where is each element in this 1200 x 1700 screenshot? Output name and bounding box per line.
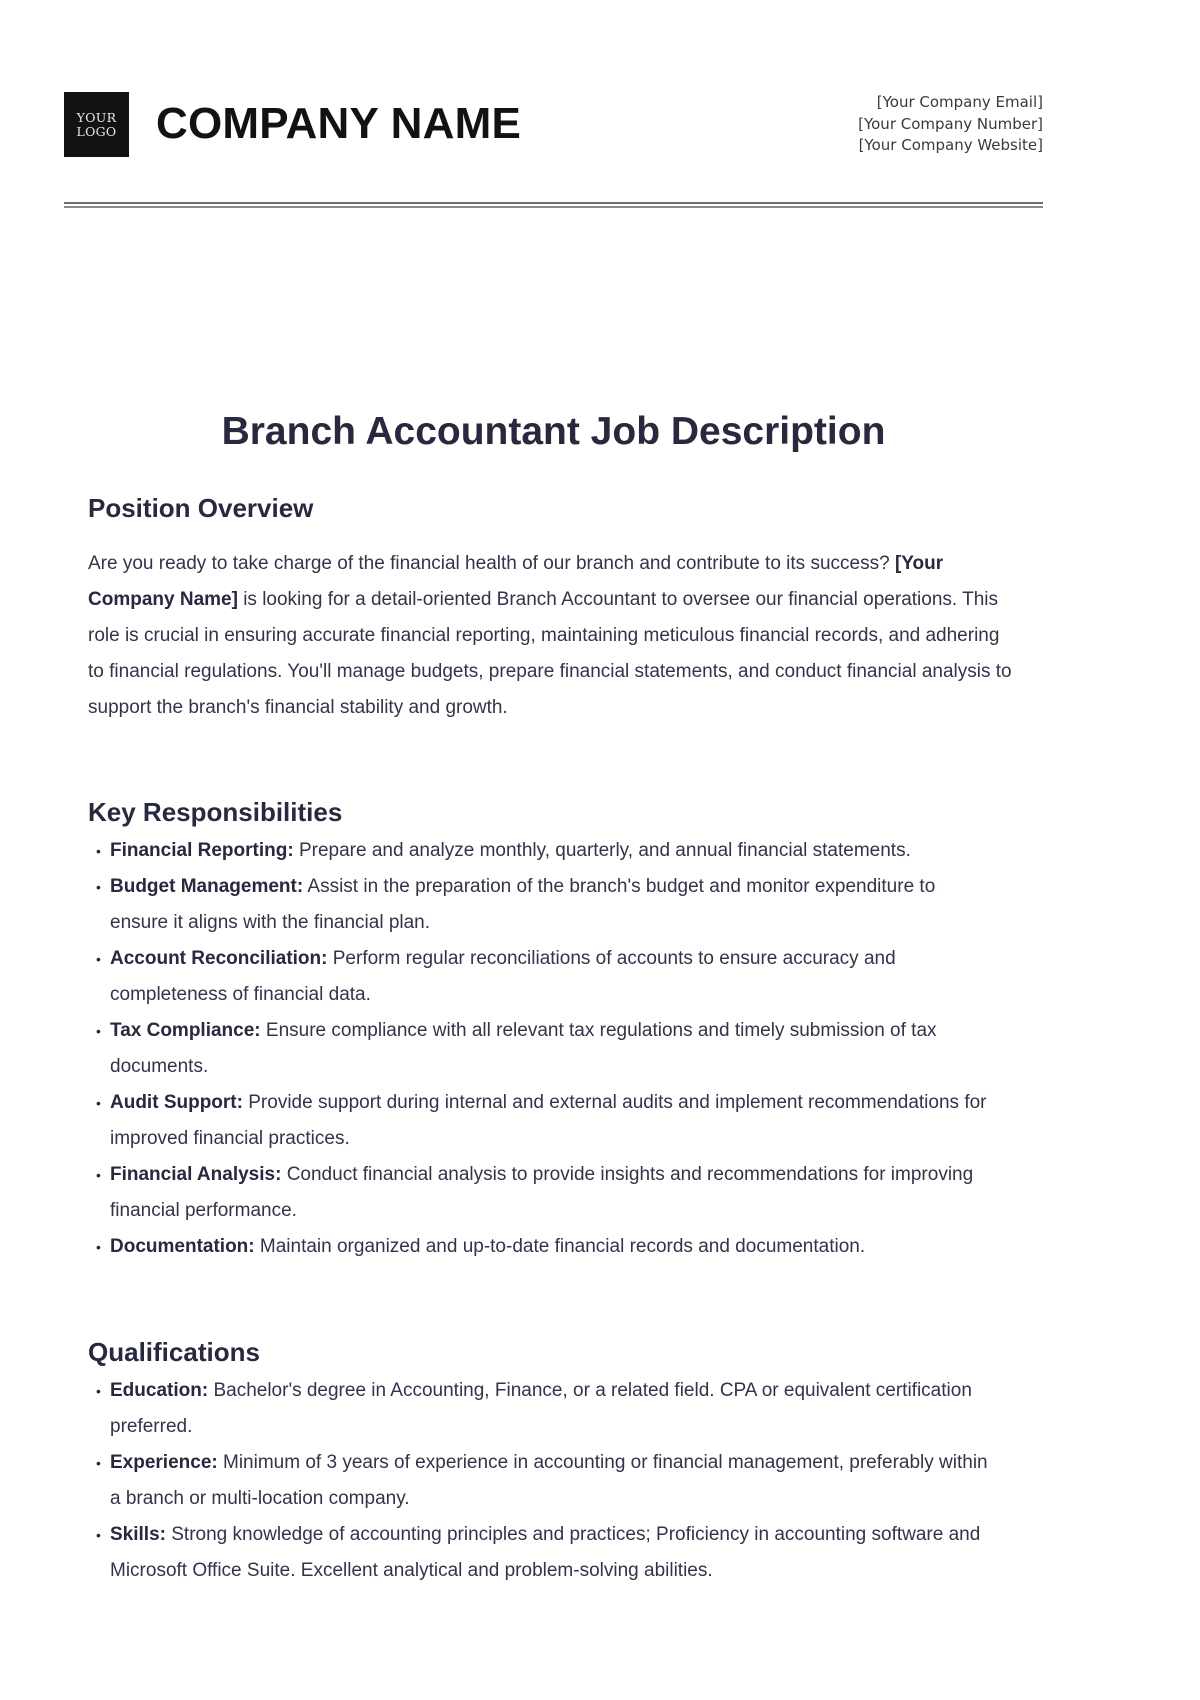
list-item bbox=[88, 1229, 998, 1265]
item-label: Education: bbox=[110, 1380, 209, 1401]
list-item bbox=[88, 1373, 998, 1445]
logo-line-1: YOUR bbox=[76, 109, 117, 125]
item-label: Documentation: bbox=[110, 1236, 255, 1257]
company-contact bbox=[858, 92, 1043, 157]
item-text: Maintain organized and up-to-date financial records and documentation. bbox=[254, 1236, 866, 1257]
item-text: Prepare and analyze monthly, quarterly, and annual financial statements. bbox=[293, 840, 911, 861]
section-heading-responsibilities: Key Responsibilities bbox=[88, 797, 343, 827]
list-item bbox=[88, 869, 998, 941]
logo-line-2: LOGO bbox=[76, 123, 117, 139]
overview-paragraph bbox=[88, 546, 1018, 726]
list-item bbox=[88, 1013, 998, 1085]
item-label: Audit Support: bbox=[110, 1092, 243, 1113]
section-heading-qualifications: Qualifications bbox=[88, 1337, 260, 1367]
list-item bbox=[88, 1445, 998, 1517]
qualifications-list bbox=[88, 1373, 998, 1589]
item-label: Tax Compliance: bbox=[110, 1020, 261, 1041]
bullet-icon: • bbox=[96, 1455, 101, 1471]
item-text: Ensure compliance with all relevant tax regulations and timely submission of tax documents. bbox=[110, 1020, 937, 1077]
bullet-icon: • bbox=[96, 1383, 101, 1399]
responsibilities-list bbox=[88, 833, 998, 1265]
item-text: Assist in the preparation of the branch's budget and monitor expenditure to ensure it aligns with the financial plan. bbox=[110, 876, 936, 933]
item-text: Minimum of 3 years of experience in accounting or financial management, preferably within a branch or multi-location company. bbox=[110, 1452, 988, 1509]
document-title: Branch Accountant Job Description bbox=[221, 410, 886, 453]
section-heading-overview: Position Overview bbox=[88, 493, 314, 523]
letterhead bbox=[64, 92, 1043, 158]
item-text: Strong knowledge of accounting principles and practices; Proficiency in accounting software and Microsoft Office Suite. Excellent analytical and problem-solving abilities. bbox=[110, 1524, 981, 1581]
bullet-icon: • bbox=[96, 1023, 101, 1039]
list-item bbox=[88, 1517, 998, 1589]
logo-placeholder bbox=[64, 92, 129, 157]
company-website: [Your Company Website] bbox=[858, 136, 1043, 154]
company-name-placeholder: [Your Company Name] bbox=[88, 553, 944, 610]
item-label: Financial Analysis: bbox=[110, 1164, 282, 1185]
item-text: Perform regular reconciliations of accounts to ensure accuracy and completeness of financial data. bbox=[110, 948, 896, 1005]
item-label: Budget Management: bbox=[110, 876, 304, 897]
bullet-icon: • bbox=[96, 1239, 101, 1255]
item-label: Skills: bbox=[110, 1524, 166, 1545]
list-item bbox=[88, 1157, 998, 1229]
overview-intro: Are you ready to take charge of the financial health of our branch and contribute to its success? bbox=[88, 553, 895, 574]
overview-body: is looking for a detail-oriented Branch Accountant to oversee our financial operations. This role is crucial in ensuring accurate financial reporting, maintaining meticulous financial records, and adhering to financial regulations. You'll manage budgets, prepare financial statements, and conduct financial analysis to support the branch's financial stability and growth. bbox=[88, 589, 1012, 718]
item-label: Account Reconciliation: bbox=[110, 948, 328, 969]
company-email: [Your Company Email] bbox=[876, 93, 1043, 111]
company-name: COMPANY NAME bbox=[156, 99, 522, 148]
item-text: Bachelor's degree in Accounting, Finance, or a related field. CPA or equivalent certification preferred. bbox=[110, 1380, 972, 1437]
bullet-icon: • bbox=[96, 879, 101, 895]
company-number: [Your Company Number] bbox=[858, 114, 1043, 133]
item-text: Provide support during internal and external audits and implement recommendations for improved financial practices. bbox=[110, 1092, 987, 1149]
header-divider-top bbox=[64, 202, 1043, 204]
list-item bbox=[88, 833, 998, 869]
bullet-icon: • bbox=[96, 1527, 101, 1543]
bullet-icon: • bbox=[96, 1167, 101, 1183]
header-divider-bottom bbox=[64, 206, 1043, 208]
item-label: Experience: bbox=[110, 1452, 218, 1473]
bullet-icon: • bbox=[96, 1095, 101, 1111]
list-item bbox=[88, 1085, 998, 1157]
bullet-icon: • bbox=[96, 951, 101, 967]
bullet-icon: • bbox=[96, 843, 101, 859]
list-item bbox=[88, 941, 998, 1013]
item-text: Conduct financial analysis to provide insights and recommendations for improving financial performance. bbox=[110, 1164, 974, 1221]
item-label: Financial Reporting: bbox=[110, 840, 294, 861]
